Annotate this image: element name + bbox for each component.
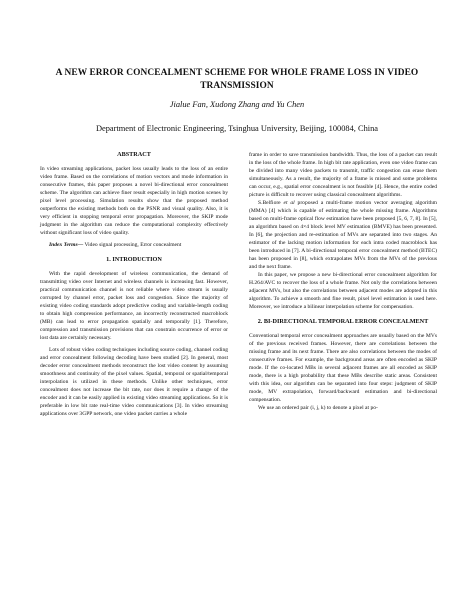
paper-authors: Jialue Fan, Xudong Zhang and Yu Chen (169, 100, 305, 109)
intro-paragraph-2: Lots of robust video coding techniques including source coding, channel coding and error concealment following decoding have been studied [2]. In general, most decoder error concealment methods reconstruct the lost video content by assuming smoothness and continuity of the pixel values. Spatial, temporal or spatial/temporal interpolation is utilized in these methods. Unlike other techniques, error concealment does not increase the bit rate, nor does it require a change of the encoder and it can be easily applied in existing video streaming applications. So it is preferable in low bit rate real-time video communications [3]. In video streaming applications over 3GPP network, one video packet carries a whole (40, 347, 228, 417)
abstract-text: In video streaming applications, packet loss usually leads to the loss of an entire video frame. Based on the correlations of motion vectors and mode information in consecutive frames, this paper proposes a novel bi-directional error concealment scheme. The algorithm can achieve finer result especially in high motion scenes by pixel level processing. Simulation results show that the proposed method outperforms the existing methods both on the PSNR and visual quality. Also, it is very efficient in stopping temporal error propagation. Moreover, the SKIP mode judgment in the algorithm can reduce the computational complexity effectively without significant loss of video quality. (40, 166, 228, 236)
intro-paragraph-1: With the rapid development of wireless communication, the demand of transmitting video over Internet and wireless channels is increasing fast. However, practical communication channel is not reliable where video stream is usually corrupted by channel error, packet loss and congestion. Since the majority of existing video coding standards adopt predictive coding and variable-length coding to obtain high compression performance, an incorrectly reconstructed macroblock (MB) can lead to error propagation spatially and temporally [1]. Therefore, compression and transmission provisions that can constrain occurrence of error or lost data are certainly necessary. (40, 271, 228, 341)
intro-paragraph-3: frame in order to save transmission bandwidth. Thus, the loss of a packet can result in the loss of the whole frame. In high bit rate application, even one video frame can be divided into many video packets to transmit, traffic congestion can erase them simultaneously. As a result, the majority of a frame is missed and some problems can occur, e.g., spatial error concealment is not feasible [4]. Hence, the entire coded picture is difficult to recover using classical concealment algorithms. (249, 152, 437, 198)
index-terms (40, 241, 228, 249)
paper-title: A NEW ERROR CONCEALMENT SCHEME FOR WHOLE FRAME LOSS IN VIDEO TRANSMISSION (55, 68, 419, 91)
intro-paragraph-4-text: proposed a multi-frame motion vector averaging algorithm (MMA) [4] which is capable of estimating the whole missing frame. Algorithms based on multi-frame optical flow estimation have been proposed [5, 6, 7, 8]. In [5], an algorithm based on 4×4 block level MV estimation (BMVE) has been presented. In [6], the projection and re-estimation of MVs are separated into two stages. An estimator of the lacking motion information for each intra coded macroblock has been introduced in [7]. A bi-directional temporal error concealment method (BTEC) has been proposed in [8], which extrapolates MVs from the MVs of the previous and the next frame. (249, 200, 437, 270)
section-1-heading: 1. INTRODUCTION (106, 256, 162, 263)
abstract-heading: ABSTRACT (117, 151, 151, 158)
index-terms-label: Index Terms— (49, 242, 84, 248)
intro-paragraph-5: In this paper, we propose a new bi-directional error concealment algorithm for H.264/AVC to recover the loss of a whole frame. Not only the correlations between adjacent MVs, but also the correlations between adjacent modes are adopted in this algorithm. To achieve a smooth and fine result, pixel level estimation is used here. Moreover, we introduce a bilinear interpolation scheme for compensation. (249, 272, 437, 310)
belfiore-name: S.Belfiore (258, 200, 284, 206)
intro-paragraph-4 (249, 199, 437, 271)
left-column (40, 151, 228, 418)
section-2-paragraph-1: Conventional temporal error concealment approaches are usually based on the MVs of the previous received frames. However, there are correlations between the missing frame and its next frame. There are also correlations between the modes of consecutive frames. For example, the background areas are often encoded as SKIP mode. If the co-located MBs in several adjacent frames are all encoded as SKIP mode, there is a high probability that these MBs describe static areas. Consistent with this idea, our algorithm can be separated into four steps: judgment of SKIP mode, MV extrapolation, forward/backward estimation and bi-directional compensation. (249, 333, 437, 403)
index-terms-text: Video signal processing, Error concealment (83, 242, 182, 248)
right-column (249, 151, 437, 412)
section-2-paragraph-2: We use an ordered pair (i, j, k) to denote a pixel at po- (258, 405, 378, 411)
et-al: et al (283, 200, 295, 206)
section-2-heading: 2. BI-DIRECTIONAL TEMPORAL ERROR CONCEALMENT (257, 318, 429, 325)
paper-affiliation: Department of Electronic Engineering, Tsinghua University, Beijing, 100084, China (95, 124, 378, 133)
